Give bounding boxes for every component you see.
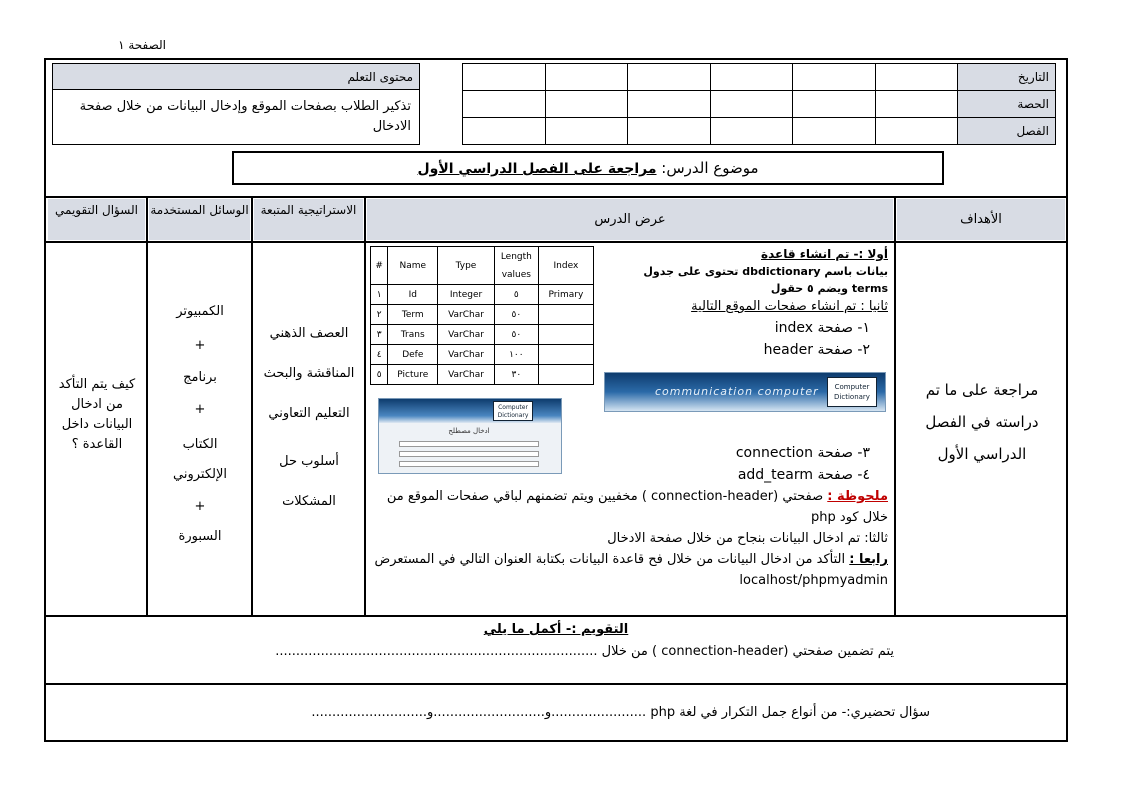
lesson-topic-value: مراجعة على الفصل الدراسي الأول [417,161,657,177]
grid-cell [793,64,876,91]
col-divider [364,196,366,617]
note-paragraph [372,486,888,528]
db-cell: ٥ [494,285,538,305]
grid-cell [463,91,546,118]
db-cell: VarChar [438,305,495,325]
tool-separator: + [194,338,206,353]
db-cell: VarChar [438,345,495,365]
grid-cell [545,118,628,145]
question-text: كيف يتم التأكد من ادخال البيانات داخل القاعدة ؟ [58,377,136,452]
page-item: ٤- صفحة add_tearm [737,467,870,483]
col-divider [251,196,253,617]
strategy-item: التعليم التعاوني [268,406,350,421]
site-banner-screenshot [604,372,886,412]
banner-logo [827,377,877,407]
db-header-cell: # [371,247,388,285]
db-cell: ٣٠ [494,365,538,385]
strategy-item: أسلوب حل المشكلات [279,454,339,509]
step2-continued [600,442,888,486]
evaluation-text: يتم تضمين صفحتي (connection-header ) من خلال .............................................................................. [275,644,894,659]
form-logo-line2: Dictionary [497,412,529,419]
col-header-strategy: الاستراتيجية المتبعة [254,199,363,240]
grid-cell [875,91,958,118]
db-header-cell: Index [538,247,593,285]
logo-line2: Dictionary [834,393,870,401]
lesson-topic-box [232,151,944,185]
db-cell: VarChar [438,365,495,385]
db-cell: ٥٠ [494,325,538,345]
tool-item: الكمبيوتر [176,304,224,319]
form-banner [379,399,562,423]
banner-text: communication computer [655,385,819,398]
db-cell: ٤ [371,345,388,365]
col-divider [894,196,896,617]
step1-line3: terms ويضم ٥ حقول [770,282,888,295]
grid-cell [463,64,546,91]
form-field [399,461,539,467]
form-logo-line1: Computer [498,404,528,411]
db-cell: Integer [438,285,495,305]
class-label: الفصل [958,118,1056,145]
grid-cell [545,91,628,118]
main-grid-header-bottom [44,241,1068,243]
tool-item: الكتاب الإلكتروني [173,437,227,482]
tool-separator: + [194,499,206,514]
grid-cell [710,118,793,145]
db-cell: Trans [388,325,438,345]
form-logo [493,401,533,421]
db-cell [538,345,593,365]
db-cell: Defe [388,345,438,365]
col-header-presentation: عرض الدرس [367,199,893,240]
grid-cell [793,118,876,145]
step4-label: رابعا : [849,552,888,567]
tools-list [150,298,250,552]
evaluation-title: التقويم :- أكمل ما يلي [483,622,629,637]
grid-cell [793,91,876,118]
step3-text: ثالثا: تم ادخال البيانات بنجاح من خلال صفحة الادخال [607,531,888,546]
main-grid-top [44,196,1068,198]
page-item: ٢- صفحة header [763,342,870,358]
learning-content-text: تذكير الطلاب بصفحات الموقع وإدخال البيانات من خلال صفحة الادخال [53,90,420,145]
tool-separator: + [194,402,206,417]
grid-cell [710,64,793,91]
db-header-cell: Length values [494,247,538,285]
db-cell: Primary [538,285,593,305]
note-label: ملحوظة : [827,489,888,504]
grid-cell [628,91,711,118]
step4-paragraph [372,549,888,591]
date-label: التاريخ [958,64,1056,91]
strategies-list [255,322,363,509]
db-header-cell: Name [388,247,438,285]
page-item: ١- صفحة index [774,320,870,336]
col-header-question: السؤال التقويمي [48,199,145,240]
strategy-item: العصف الذهني [269,326,349,341]
db-cell: Term [388,305,438,325]
learning-content-table [52,63,420,145]
form-field [399,441,539,447]
db-fields-table [370,246,594,385]
grid-cell [463,118,546,145]
step4-text: التأكد من ادخال البيانات من خلال فح قاعدة البيانات بكتابة العنوان التالي في المستعرض localhost/phpmyadmin [374,552,888,588]
page-item: ٣- صفحة connection [735,445,870,461]
db-cell: VarChar [438,325,495,345]
homework-text: سؤال تحضيري:- من أنواع جمل التكرار في لغة php .......................و...........................و............................ [311,705,930,720]
evaluation-bottom [44,683,1068,685]
presentation-notes [372,486,888,591]
tool-item: السبورة [178,529,222,544]
grid-cell [545,64,628,91]
col-header-objectives: الأهداف [897,199,1065,240]
learning-content-label: محتوى التعلم [53,64,420,90]
step1-title: أولا :- تم انشاء قاعدة [761,247,888,261]
step1-line2: بيانات باسم dbdictionary تحتوى على جدول [643,265,888,278]
db-cell [538,305,593,325]
db-cell: ١ [371,285,388,305]
db-header-cell: Type [438,247,495,285]
logo-line1: Computer [834,383,870,391]
db-cell: ٢ [371,305,388,325]
grid-cell [628,64,711,91]
grid-cell [710,91,793,118]
note-text: صفحتي (connection-header ) مخفيين ويتم تضمنهم لباقي صفحات الموقع من خلال كود php [386,489,888,525]
form-field [399,451,539,457]
page-number: الصفحة ١ [118,38,166,52]
db-cell: Picture [388,365,438,385]
lesson-topic-label: موضوع الدرس: [661,159,759,177]
col-header-tools: الوسائل المستخدمة [149,199,250,240]
add-term-screenshot [378,398,562,474]
grid-cell [875,64,958,91]
schedule-grid [462,63,1056,145]
db-cell: ١٠٠ [494,345,538,365]
tool-item: برنامج [183,370,217,385]
main-grid-body-bottom [44,615,1068,617]
step1-block [600,246,888,361]
period-label: الحصة [958,91,1056,118]
db-cell: ٥٠ [494,305,538,325]
db-cell: Id [388,285,438,305]
form-title: ادخال مصطلح [448,427,490,435]
db-cell [538,365,593,385]
db-cell: ٣ [371,325,388,345]
objectives-text: مراجعة على ما تم دراسته في الفصل الدراسي الأول [925,381,1039,463]
strategy-item: المناقشة والبحث [263,366,355,381]
grid-cell [875,118,958,145]
db-cell [538,325,593,345]
step2-title: ثانيا : تم انشاء صفحات الموقع التالية [691,299,888,314]
grid-cell [628,118,711,145]
col-divider [146,196,148,617]
db-cell: ٥ [371,365,388,385]
